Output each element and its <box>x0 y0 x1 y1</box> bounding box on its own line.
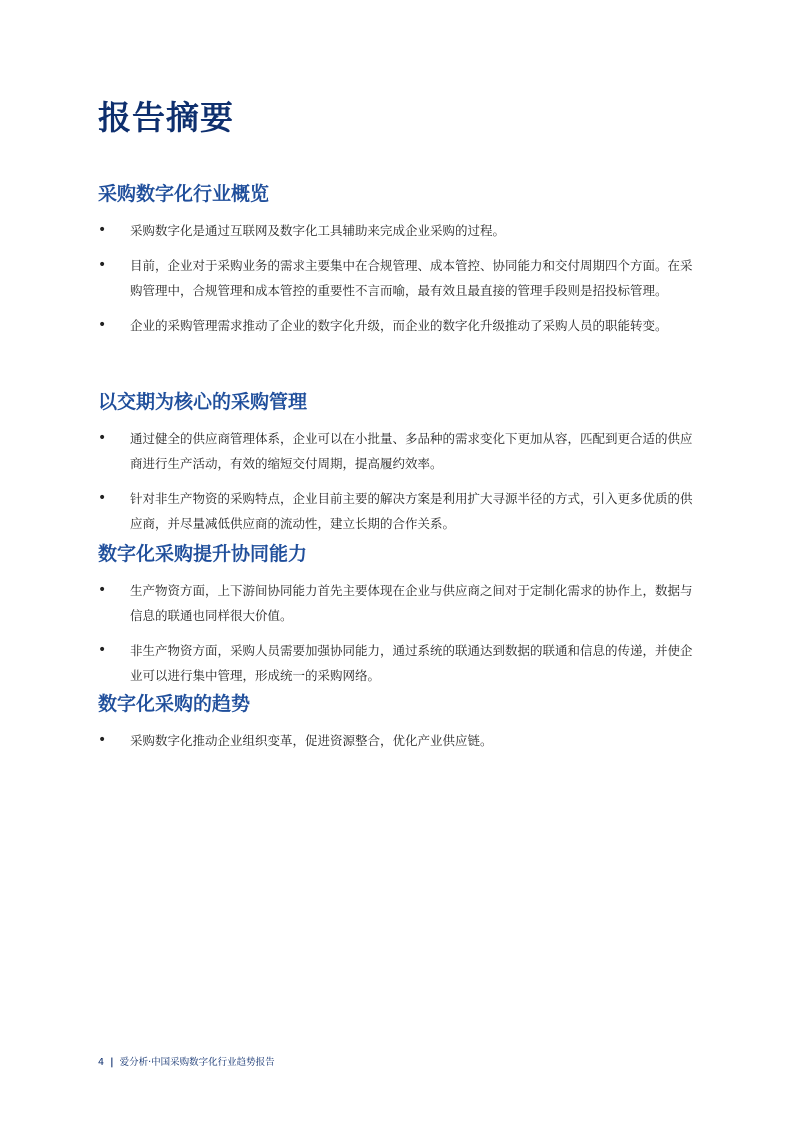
list-item-text: 采购数字化是通过互联网及数字化工具辅助来完成企业采购的过程。 <box>130 223 506 238</box>
list-item-text: 采购数字化推动企业组织变革，促进资源整合，优化产业供应链。 <box>130 733 493 748</box>
list-item-text: 生产物资方面，上下游间协同能力首先主要体现在企业与供应商之间对于定制化需求的协作上，数据与信息的联通也同样很大价值。 <box>130 583 693 623</box>
bullet-list <box>98 578 698 688</box>
list-item <box>98 313 698 338</box>
list-item <box>98 578 698 628</box>
list-item <box>98 728 698 753</box>
section-heading: 以交期为核心的采购管理 <box>98 391 308 413</box>
list-item <box>98 486 698 536</box>
list-item <box>98 253 698 303</box>
section-heading: 数字化采购的趋势 <box>98 693 251 715</box>
section-heading: 采购数字化行业概览 <box>98 183 270 205</box>
bullet-icon: • <box>98 642 107 658</box>
list-item-text: 针对非生产物资的采购特点，企业目前主要的解决方案是利用扩大寻源半径的方式，引入更多优质的供应商，并尽量减低供应商的流动性，建立长期的合作关系。 <box>130 491 693 531</box>
list-item-text: 非生产物资方面，采购人员需要加强协同能力，通过系统的联通达到数据的联通和信息的传递，并使企业可以进行集中管理，形成统一的采购网络。 <box>130 643 693 683</box>
section-procurement-overview <box>98 180 698 348</box>
bullet-icon: • <box>98 257 107 273</box>
page-title: 报告摘要 <box>98 98 234 137</box>
footer-separator: | <box>110 1057 114 1068</box>
section-heading: 数字化采购提升协同能力 <box>98 543 308 565</box>
bullet-icon: • <box>98 317 107 333</box>
bullet-icon: • <box>98 582 107 598</box>
bullet-list <box>98 728 698 753</box>
bullet-icon: • <box>98 732 107 748</box>
list-item <box>98 426 698 476</box>
bullet-list <box>98 426 698 536</box>
bullet-list <box>98 218 698 338</box>
page-footer <box>98 1055 275 1071</box>
list-item-text: 目前，企业对于采购业务的需求主要集中在合规管理、成本管控、协同能力和交付周期四个方面。在采购管理中，合规管理和成本管控的重要性不言而喻，最有效且最直接的管理手段则是招投标管理。 <box>130 258 693 298</box>
list-item-text: 通过健全的供应商管理体系，企业可以在小批量、多品种的需求变化下更加从容，匹配到更合适的供应商进行生产活动，有效的缩短交付周期，提高履约效率。 <box>130 431 693 471</box>
bullet-icon: • <box>98 222 107 238</box>
list-item <box>98 218 698 243</box>
section-collaboration <box>98 540 698 698</box>
footer-title: 爱分析·中国采购数字化行业趋势报告 <box>119 1057 275 1068</box>
section-trends <box>98 690 698 763</box>
list-item <box>98 638 698 688</box>
bullet-icon: • <box>98 430 107 446</box>
list-item-text: 企业的采购管理需求推动了企业的数字化升级，而企业的数字化升级推动了采购人员的职能转变。 <box>130 318 668 333</box>
page-number: 4 <box>98 1057 105 1068</box>
bullet-icon: • <box>98 490 107 506</box>
section-delivery-management <box>98 388 698 546</box>
